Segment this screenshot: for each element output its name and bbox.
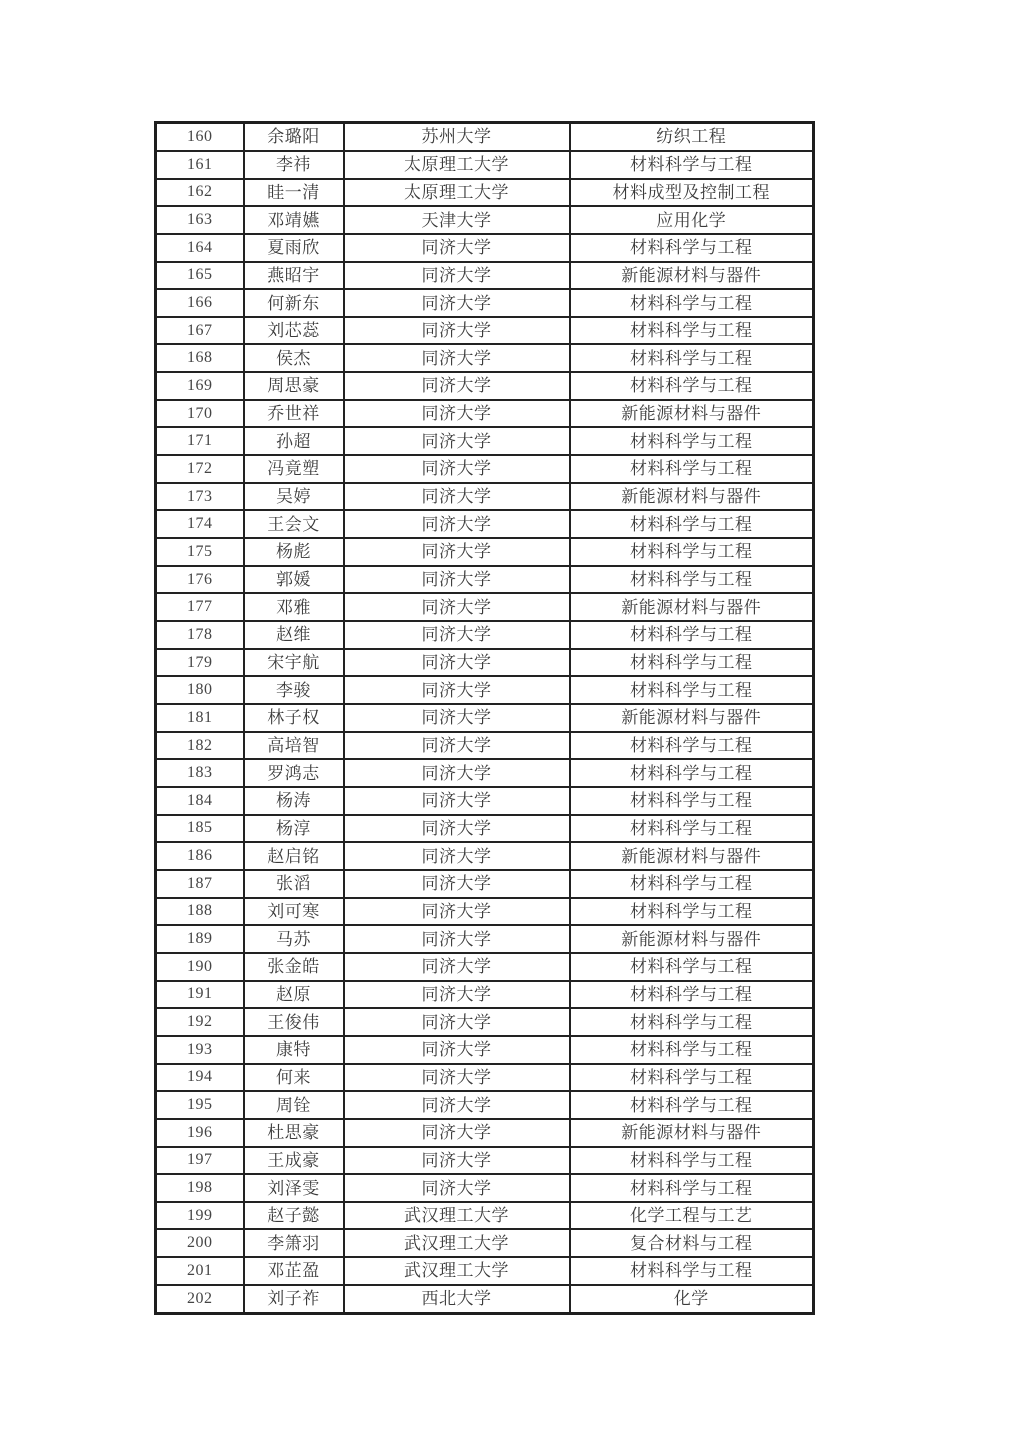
row-number-cell: 196: [156, 1119, 244, 1147]
row-number-cell: 167: [156, 317, 244, 345]
row-number-cell: 166: [156, 289, 244, 317]
student-name-cell: 赵子懿: [244, 1202, 344, 1230]
university-cell: 同济大学: [344, 981, 570, 1009]
major-cell: 材料科学与工程: [570, 676, 814, 704]
row-number-cell: 181: [156, 704, 244, 732]
student-name-cell: 邓靖嬿: [244, 206, 344, 234]
table-row: [156, 898, 814, 926]
major-cell: 材料科学与工程: [570, 1036, 814, 1064]
table-row: [156, 1119, 814, 1147]
university-cell: 同济大学: [344, 510, 570, 538]
major-cell: 材料科学与工程: [570, 787, 814, 815]
university-cell: 同济大学: [344, 1064, 570, 1092]
row-number-cell: 199: [156, 1202, 244, 1230]
university-cell: 同济大学: [344, 649, 570, 677]
university-cell: 同济大学: [344, 455, 570, 483]
table-row: [156, 953, 814, 981]
major-cell: 材料科学与工程: [570, 981, 814, 1009]
major-cell: 材料科学与工程: [570, 566, 814, 594]
table-body: [156, 123, 814, 1314]
university-cell: 同济大学: [344, 1174, 570, 1202]
row-number-cell: 193: [156, 1036, 244, 1064]
student-name-cell: 马苏: [244, 925, 344, 953]
major-cell: 新能源材料与器件: [570, 925, 814, 953]
table-row: [156, 1064, 814, 1092]
major-cell: 材料科学与工程: [570, 455, 814, 483]
row-number-cell: 173: [156, 483, 244, 511]
row-number-cell: 191: [156, 981, 244, 1009]
student-name-cell: 王俊伟: [244, 1008, 344, 1036]
row-number-cell: 175: [156, 538, 244, 566]
table-row: [156, 206, 814, 234]
student-name-cell: 刘可寒: [244, 898, 344, 926]
major-cell: 材料科学与工程: [570, 953, 814, 981]
row-number-cell: 177: [156, 593, 244, 621]
university-cell: 同济大学: [344, 317, 570, 345]
major-cell: 材料成型及控制工程: [570, 179, 814, 207]
university-cell: 同济大学: [344, 842, 570, 870]
table-row: [156, 1147, 814, 1175]
row-number-cell: 179: [156, 649, 244, 677]
university-cell: 武汉理工大学: [344, 1257, 570, 1285]
table-row: [156, 427, 814, 455]
row-number-cell: 187: [156, 870, 244, 898]
row-number-cell: 198: [156, 1174, 244, 1202]
student-name-cell: 杨彪: [244, 538, 344, 566]
row-number-cell: 161: [156, 151, 244, 179]
major-cell: 材料科学与工程: [570, 759, 814, 787]
student-name-cell: 乔世祥: [244, 400, 344, 428]
table-row: [156, 234, 814, 262]
university-cell: 太原理工大学: [344, 179, 570, 207]
university-cell: 同济大学: [344, 759, 570, 787]
row-number-cell: 197: [156, 1147, 244, 1175]
row-number-cell: 169: [156, 372, 244, 400]
student-name-cell: 赵原: [244, 981, 344, 1009]
student-name-cell: 夏雨欣: [244, 234, 344, 262]
table-row: [156, 344, 814, 372]
student-roster-table: [154, 121, 815, 1315]
table-row: [156, 262, 814, 290]
major-cell: 材料科学与工程: [570, 317, 814, 345]
row-number-cell: 168: [156, 344, 244, 372]
table-row: [156, 732, 814, 760]
row-number-cell: 202: [156, 1285, 244, 1314]
major-cell: 材料科学与工程: [570, 427, 814, 455]
university-cell: 同济大学: [344, 289, 570, 317]
table-row: [156, 1257, 814, 1285]
student-name-cell: 赵启铭: [244, 842, 344, 870]
student-name-cell: 吴婷: [244, 483, 344, 511]
major-cell: 材料科学与工程: [570, 1174, 814, 1202]
university-cell: 同济大学: [344, 1091, 570, 1119]
major-cell: 新能源材料与器件: [570, 400, 814, 428]
table-row: [156, 925, 814, 953]
student-name-cell: 郭媛: [244, 566, 344, 594]
major-cell: 材料科学与工程: [570, 621, 814, 649]
major-cell: 材料科学与工程: [570, 372, 814, 400]
major-cell: 新能源材料与器件: [570, 262, 814, 290]
table-row: [156, 1229, 814, 1257]
student-name-cell: 刘芯蕊: [244, 317, 344, 345]
university-cell: 同济大学: [344, 953, 570, 981]
university-cell: 同济大学: [344, 1147, 570, 1175]
student-name-cell: 邓雅: [244, 593, 344, 621]
row-number-cell: 184: [156, 787, 244, 815]
row-number-cell: 201: [156, 1257, 244, 1285]
student-name-cell: 冯竟塑: [244, 455, 344, 483]
row-number-cell: 183: [156, 759, 244, 787]
major-cell: 材料科学与工程: [570, 151, 814, 179]
university-cell: 同济大学: [344, 427, 570, 455]
major-cell: 材料科学与工程: [570, 344, 814, 372]
university-cell: 同济大学: [344, 787, 570, 815]
table-row: [156, 1036, 814, 1064]
major-cell: 材料科学与工程: [570, 1091, 814, 1119]
student-name-cell: 王会文: [244, 510, 344, 538]
university-cell: 同济大学: [344, 1036, 570, 1064]
row-number-cell: 160: [156, 123, 244, 151]
university-cell: 同济大学: [344, 898, 570, 926]
table-row: [156, 372, 814, 400]
student-name-cell: 眭一清: [244, 179, 344, 207]
major-cell: 新能源材料与器件: [570, 593, 814, 621]
major-cell: 材料科学与工程: [570, 289, 814, 317]
table-row: [156, 1202, 814, 1230]
table-row: [156, 981, 814, 1009]
row-number-cell: 180: [156, 676, 244, 704]
row-number-cell: 192: [156, 1008, 244, 1036]
university-cell: 同济大学: [344, 372, 570, 400]
major-cell: 材料科学与工程: [570, 1008, 814, 1036]
student-name-cell: 高培智: [244, 732, 344, 760]
major-cell: 材料科学与工程: [570, 1147, 814, 1175]
student-name-cell: 刘泽雯: [244, 1174, 344, 1202]
student-name-cell: 侯杰: [244, 344, 344, 372]
row-number-cell: 194: [156, 1064, 244, 1092]
row-number-cell: 174: [156, 510, 244, 538]
major-cell: 材料科学与工程: [570, 649, 814, 677]
university-cell: 武汉理工大学: [344, 1229, 570, 1257]
table-row: [156, 1091, 814, 1119]
table-row: [156, 1174, 814, 1202]
major-cell: 材料科学与工程: [570, 538, 814, 566]
student-name-cell: 罗鸿志: [244, 759, 344, 787]
row-number-cell: 189: [156, 925, 244, 953]
row-number-cell: 188: [156, 898, 244, 926]
student-name-cell: 周铨: [244, 1091, 344, 1119]
major-cell: 化学: [570, 1285, 814, 1314]
student-name-cell: 康特: [244, 1036, 344, 1064]
university-cell: 天津大学: [344, 206, 570, 234]
student-name-cell: 李骏: [244, 676, 344, 704]
row-number-cell: 163: [156, 206, 244, 234]
university-cell: 同济大学: [344, 1008, 570, 1036]
table-row: [156, 317, 814, 345]
student-name-cell: 李箫羽: [244, 1229, 344, 1257]
row-number-cell: 165: [156, 262, 244, 290]
table-row: [156, 649, 814, 677]
university-cell: 同济大学: [344, 676, 570, 704]
major-cell: 新能源材料与器件: [570, 842, 814, 870]
student-name-cell: 杨淳: [244, 815, 344, 843]
major-cell: 材料科学与工程: [570, 234, 814, 262]
student-name-cell: 王成豪: [244, 1147, 344, 1175]
major-cell: 化学工程与工艺: [570, 1202, 814, 1230]
table-row: [156, 1008, 814, 1036]
student-name-cell: 邓芷盈: [244, 1257, 344, 1285]
table-row: [156, 455, 814, 483]
university-cell: 同济大学: [344, 621, 570, 649]
university-cell: 同济大学: [344, 483, 570, 511]
row-number-cell: 171: [156, 427, 244, 455]
university-cell: 同济大学: [344, 344, 570, 372]
table-row: [156, 123, 814, 151]
student-name-cell: 周思豪: [244, 372, 344, 400]
table-row: [156, 538, 814, 566]
row-number-cell: 190: [156, 953, 244, 981]
row-number-cell: 162: [156, 179, 244, 207]
university-cell: 同济大学: [344, 400, 570, 428]
major-cell: 材料科学与工程: [570, 898, 814, 926]
major-cell: 新能源材料与器件: [570, 483, 814, 511]
table-row: [156, 510, 814, 538]
university-cell: 西北大学: [344, 1285, 570, 1314]
row-number-cell: 195: [156, 1091, 244, 1119]
student-name-cell: 宋宇航: [244, 649, 344, 677]
row-number-cell: 178: [156, 621, 244, 649]
major-cell: 复合材料与工程: [570, 1229, 814, 1257]
university-cell: 同济大学: [344, 234, 570, 262]
university-cell: 同济大学: [344, 732, 570, 760]
student-name-cell: 张滔: [244, 870, 344, 898]
row-number-cell: 176: [156, 566, 244, 594]
student-name-cell: 林子权: [244, 704, 344, 732]
major-cell: 纺织工程: [570, 123, 814, 151]
major-cell: 材料科学与工程: [570, 510, 814, 538]
student-name-cell: 何新东: [244, 289, 344, 317]
university-cell: 太原理工大学: [344, 151, 570, 179]
university-cell: 同济大学: [344, 870, 570, 898]
university-cell: 武汉理工大学: [344, 1202, 570, 1230]
table-row: [156, 151, 814, 179]
student-name-cell: 杨涛: [244, 787, 344, 815]
university-cell: 同济大学: [344, 815, 570, 843]
student-name-cell: 李祎: [244, 151, 344, 179]
university-cell: 同济大学: [344, 566, 570, 594]
table-row: [156, 289, 814, 317]
major-cell: 新能源材料与器件: [570, 1119, 814, 1147]
student-name-cell: 孙超: [244, 427, 344, 455]
table-row: [156, 566, 814, 594]
student-name-cell: 杜思豪: [244, 1119, 344, 1147]
table-row: [156, 179, 814, 207]
major-cell: 材料科学与工程: [570, 732, 814, 760]
row-number-cell: 186: [156, 842, 244, 870]
student-name-cell: 张金皓: [244, 953, 344, 981]
student-name-cell: 何来: [244, 1064, 344, 1092]
table-row: [156, 815, 814, 843]
university-cell: 同济大学: [344, 262, 570, 290]
university-cell: 同济大学: [344, 538, 570, 566]
major-cell: 材料科学与工程: [570, 870, 814, 898]
university-cell: 同济大学: [344, 704, 570, 732]
table-row: [156, 1285, 814, 1314]
row-number-cell: 182: [156, 732, 244, 760]
university-cell: 苏州大学: [344, 123, 570, 151]
major-cell: 材料科学与工程: [570, 1257, 814, 1285]
table-row: [156, 676, 814, 704]
row-number-cell: 200: [156, 1229, 244, 1257]
major-cell: 材料科学与工程: [570, 815, 814, 843]
student-roster-table-container: [154, 121, 812, 1315]
table-row: [156, 842, 814, 870]
table-row: [156, 704, 814, 732]
student-name-cell: 赵维: [244, 621, 344, 649]
student-name-cell: 余璐阳: [244, 123, 344, 151]
major-cell: 应用化学: [570, 206, 814, 234]
university-cell: 同济大学: [344, 925, 570, 953]
row-number-cell: 170: [156, 400, 244, 428]
table-row: [156, 621, 814, 649]
table-row: [156, 787, 814, 815]
university-cell: 同济大学: [344, 593, 570, 621]
student-name-cell: 刘子祚: [244, 1285, 344, 1314]
table-row: [156, 593, 814, 621]
row-number-cell: 172: [156, 455, 244, 483]
table-row: [156, 870, 814, 898]
table-row: [156, 483, 814, 511]
major-cell: 新能源材料与器件: [570, 704, 814, 732]
university-cell: 同济大学: [344, 1119, 570, 1147]
table-row: [156, 759, 814, 787]
student-name-cell: 燕昭宇: [244, 262, 344, 290]
table-row: [156, 400, 814, 428]
row-number-cell: 164: [156, 234, 244, 262]
major-cell: 材料科学与工程: [570, 1064, 814, 1092]
row-number-cell: 185: [156, 815, 244, 843]
